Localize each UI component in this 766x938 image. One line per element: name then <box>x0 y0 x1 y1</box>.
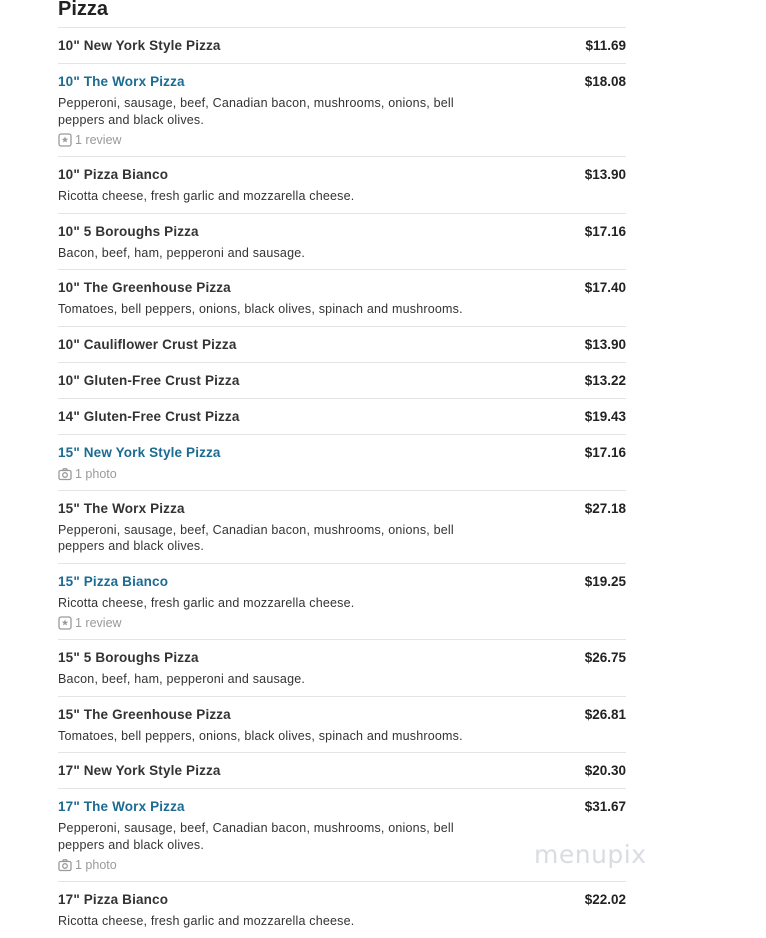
menu-item-name: 10" Cauliflower Crust Pizza <box>58 336 237 352</box>
menu-item-price: $22.02 <box>584 892 626 907</box>
meta-label: 1 photo <box>75 858 117 872</box>
menu-item-description: Ricotta cheese, fresh garlic and mozzarella cheese. <box>58 914 355 928</box>
menu-item-name[interactable]: 15" New York Style Pizza <box>58 444 221 460</box>
menu-item-price: $20.30 <box>584 763 626 778</box>
menu-item-list <box>58 27 626 938</box>
section-title: Pizza <box>58 0 109 20</box>
menu-item-name: 15" The Worx Pizza <box>58 500 185 516</box>
menu-item-price: $13.90 <box>584 336 626 352</box>
menu-item-price: $17.16 <box>584 444 626 460</box>
menu-item-description: Bacon, beef, ham, pepperoni and sausage. <box>58 245 306 260</box>
menu-item-price: $31.67 <box>584 799 626 814</box>
menu-item-name[interactable]: 17" The Worx Pizza <box>58 799 185 814</box>
menu-item <box>58 752 626 788</box>
menu-item-name: 10" 5 Boroughs Pizza <box>58 223 199 239</box>
menu-item <box>58 881 626 938</box>
menu-item-price: $18.08 <box>584 74 626 89</box>
menu-item <box>58 434 626 490</box>
menu-item-name: 15" 5 Boroughs Pizza <box>58 650 199 665</box>
meta-label: 1 review <box>75 133 122 147</box>
menu-item <box>58 213 626 270</box>
watermark-logo: menupix <box>534 840 647 869</box>
menu-item <box>58 563 626 640</box>
menu-item-price: $13.90 <box>584 167 626 182</box>
menu-item-description: Pepperoni, sausage, beef, Canadian bacon, mushrooms, onions, bell peppers and black olives. <box>58 821 454 852</box>
menu-item <box>58 639 626 696</box>
menu-item-name: 10" New York Style Pizza <box>58 38 221 53</box>
menu-item-name: 17" New York Style Pizza <box>58 763 221 778</box>
menu-item-price: $17.16 <box>584 223 626 239</box>
menu-item-name: 17" Pizza Bianco <box>58 892 169 907</box>
meta-label: 1 review <box>75 616 122 630</box>
menu-item-description: Tomatoes, bell peppers, onions, black olives, spinach and mushrooms. <box>58 728 463 743</box>
menu-item-name: 10" The Greenhouse Pizza <box>58 280 231 295</box>
menu-item <box>58 27 626 63</box>
menu-item-price: $26.81 <box>584 706 626 722</box>
meta-label: 1 photo <box>75 466 117 481</box>
menu-item-description: Ricotta cheese, fresh garlic and mozzarella cheese. <box>58 189 355 203</box>
menu-item <box>58 490 626 563</box>
menu-item <box>58 696 626 753</box>
photo-link[interactable] <box>58 466 626 482</box>
menu-item-price: $19.43 <box>584 408 626 424</box>
menu-item-price: $17.40 <box>584 280 626 295</box>
menu-item-description: Tomatoes, bell peppers, onions, black olives, spinach and mushrooms. <box>58 302 463 316</box>
review-link[interactable] <box>58 615 626 631</box>
camera-icon <box>58 858 72 872</box>
menu-item-price: $27.18 <box>584 500 626 516</box>
menu-item <box>58 326 626 362</box>
menu-item-description: Bacon, beef, ham, pepperoni and sausage. <box>58 672 306 686</box>
review-link[interactable] <box>58 132 626 148</box>
menu-item-name[interactable]: 10" The Worx Pizza <box>58 74 185 89</box>
menu-item <box>58 269 626 326</box>
menu-item-name[interactable]: 15" Pizza Bianco <box>58 573 169 589</box>
menu-item-name: 10" Pizza Bianco <box>58 167 169 182</box>
review-icon <box>58 133 72 147</box>
menu-item-name: 10" Gluten-Free Crust Pizza <box>58 372 240 388</box>
menu-item <box>58 398 626 434</box>
menu-item <box>58 156 626 213</box>
menu-item-name: 15" The Greenhouse Pizza <box>58 706 231 722</box>
menu-item <box>58 63 626 156</box>
menu-item-price: $11.69 <box>585 38 626 53</box>
menu-item-price: $13.22 <box>584 372 626 388</box>
menu-item-description: Pepperoni, sausage, beef, Canadian bacon, mushrooms, onions, bell peppers and black olives. <box>58 522 454 553</box>
camera-icon <box>58 467 72 481</box>
menu-item <box>58 362 626 398</box>
review-icon <box>58 616 72 630</box>
menu-item-name: 14" Gluten-Free Crust Pizza <box>58 408 240 424</box>
menu-item-price: $19.25 <box>584 573 626 589</box>
menu-item-description: Ricotta cheese, fresh garlic and mozzarella cheese. <box>58 595 355 610</box>
menu-item-price: $26.75 <box>584 650 626 665</box>
menu-item-description: Pepperoni, sausage, beef, Canadian bacon, mushrooms, onions, bell peppers and black olives. <box>58 96 454 127</box>
